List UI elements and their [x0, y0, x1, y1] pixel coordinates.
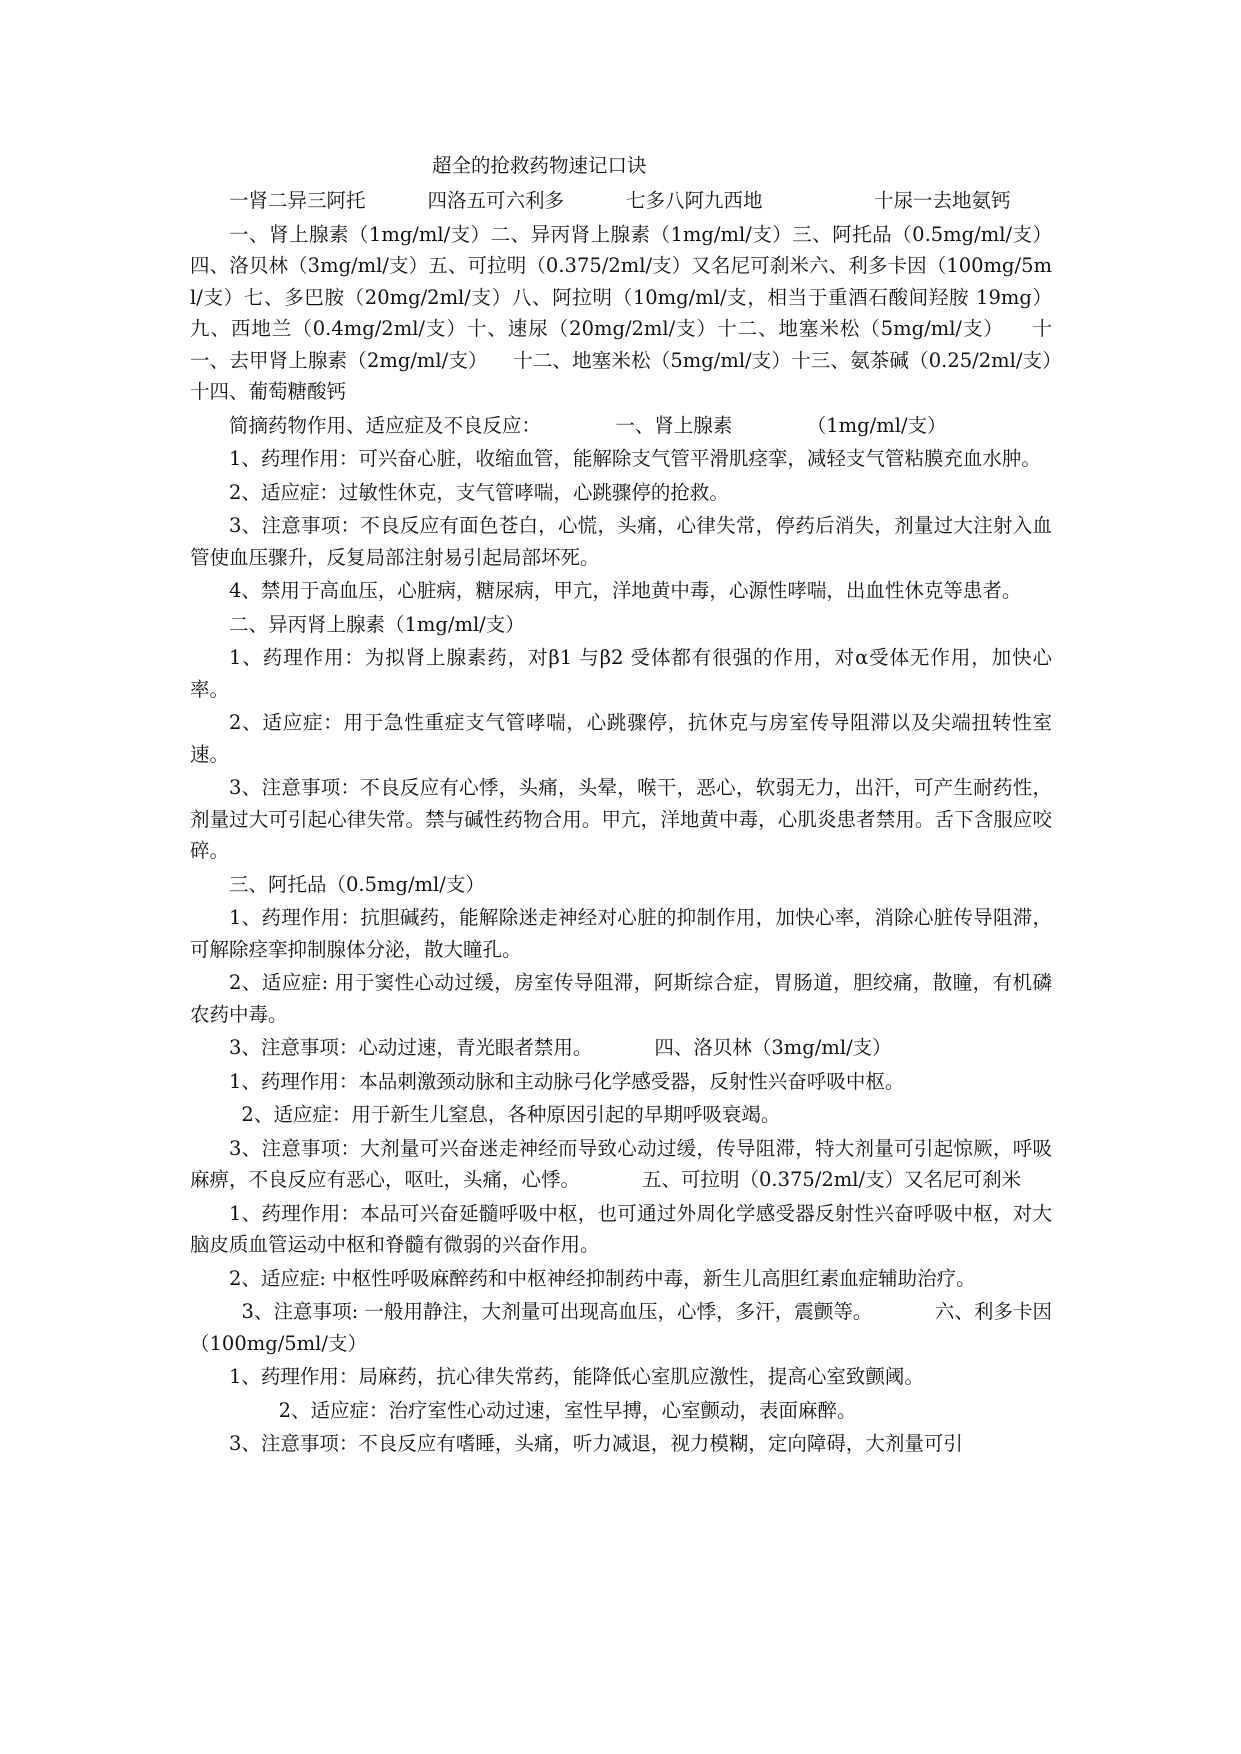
paragraph: 3、注意事项: 一般用静注，大剂量可出现高血压，心悸，多汗，震颤等。 六、利多卡因（100mg/5ml/支） [190, 1300, 1052, 1355]
paragraph-list [190, 185, 1077, 1460]
document-body [190, 150, 1077, 1462]
paragraph: 1、药理作用：可兴奋心脏，收缩血管，能解除支气管平滑肌痉挛，减轻支气管粘膜充血水肿。 [229, 447, 1041, 470]
paragraph: 1、药理作用：局麻药，抗心律失常药，能降低心室肌应激性，提高心室致颤阈。 [229, 1365, 924, 1388]
paragraph: 1、药理作用：本品刺激颈动脉和主动脉弓化学感受器，反射性兴奋呼吸中枢。 [229, 1069, 905, 1093]
paragraph: 3、注意事项：不良反应有嗜睡，头痛，听力减退，视力模糊，定向障碍，大剂量可引 [229, 1432, 963, 1455]
paragraph: 2、适应症：过敏性休克，支气管哮喘，心跳骤停的抢救。 [229, 480, 729, 504]
paragraph: 1、药理作用：本品可兴奋延髓呼吸中枢，也可通过外周化学感受器反射性兴奋呼吸中枢，对大脑皮质血管运动中枢和脊髓有微弱的兴奋作用。 [190, 1201, 1052, 1256]
paragraph: 4、禁用于高血压，心脏病，糖尿病，甲亢，洋地黄中毒，心源性哮喘，出血性休克等患者。 [229, 579, 1022, 602]
paragraph: 三、阿托品（0.5mg/ml/支） [229, 872, 485, 896]
paragraph: 3、注意事项：不良反应有心悸，头痛，头晕，喉干，恶心，软弱无力，出汗，可产生耐药性，剂量过大可引起心律失常。禁与碱性药物合用。甲亢，洋地黄中毒，心肌炎患者禁用。舌下含服应咬碎。 [190, 776, 1052, 862]
paragraph: 2、适应症: 用于窦性心动过缓，房室传导阻滞，阿斯综合症，胃肠道，胆绞痛，散瞳，有机磷农药中毒。 [190, 971, 1052, 1026]
paragraph: 2、适应症：用于新生儿窒息，各种原因引起的早期呼吸衰竭。 [229, 1103, 781, 1126]
document-title: 超全的抢救药物速记口诀 [432, 154, 647, 177]
paragraph: 一肾二异三阿托 四洛五可六利多 七多八阿九西地 十尿一去地氨钙 [229, 189, 1011, 212]
paragraph: 3、注意事项：不良反应有面色苍白，心慌，头痛，心律失常，停药后消失，剂量过大注射入血管使血压骤升，反复局部注射易引起局部坏死。 [190, 514, 1052, 569]
paragraph: 简摘药物作用、适应症及不良反应： 一、肾上腺素 （1mg/ml/支） [229, 413, 947, 437]
paragraph: 1、药理作用：抗胆碱药，能解除迷走神经对心脏的抑制作用，加快心率，消除心脏传导阻滞，可解除痉挛抑制腺体分泌，散大瞳孔。 [190, 906, 1052, 961]
paragraph: 3、注意事项：心动过速，青光眼者禁用。 四、洛贝林（3mg/ml/支） [229, 1036, 892, 1059]
paragraph: 一、肾上腺素（1mg/ml/支）二、异丙肾上腺素（1mg/ml/支）三、阿托品（0.5mg/ml/支）四、洛贝林（3mg/ml/支）五、可拉明（0.375/2ml/支）又名尼可刹米六、利多卡因（100mg/5ml/支）七、多巴胺（20mg/2ml/支）八、阿拉明（10mg/ml/支，相当于重酒石酸间羟胺 19mg） 九、西地兰（0.4mg/2ml/支）十、速尿（20mg/2ml/支）十二、地塞米松（5mg/ml/支） 十一、去甲肾上腺素（2mg/ml/支） 十二、地塞米松（5mg/ml/支）十三、氨茶碱（0.25/2ml/支）十四、葡萄糖酸钙 [190, 222, 1077, 403]
paragraph: 二、异丙肾上腺素（1mg/ml/支） [229, 612, 525, 636]
paragraph: 1、药理作用：为拟肾上腺素药，对β1 与β2 受体都有很强的作用，对α受体无作用，加快心率。 [190, 646, 1052, 701]
paragraph: 2、适应症: 中枢性呼吸麻醉药和中枢神经抑制药中毒，新生儿高胆红素血症辅助治疗。 [229, 1266, 976, 1290]
paragraph: 3、注意事项：大剂量可兴奋迷走神经而导致心动过缓，传导阻滞，特大剂量可引起惊厥，呼吸麻痹，不良反应有恶心，呕吐，头痛，心悸。 五、可拉明（0.375/2ml/支）又名尼可刹米 [190, 1136, 1052, 1191]
paragraph: 2、适应症：治疗室性心动过速，室性早搏，心室颤动，表面麻醉。 [229, 1398, 857, 1422]
paragraph: 2、适应症：用于急性重症支气管哮喘，心跳骤停，抗休克与房室传导阻滞以及尖端扭转性室速。 [190, 711, 1052, 766]
